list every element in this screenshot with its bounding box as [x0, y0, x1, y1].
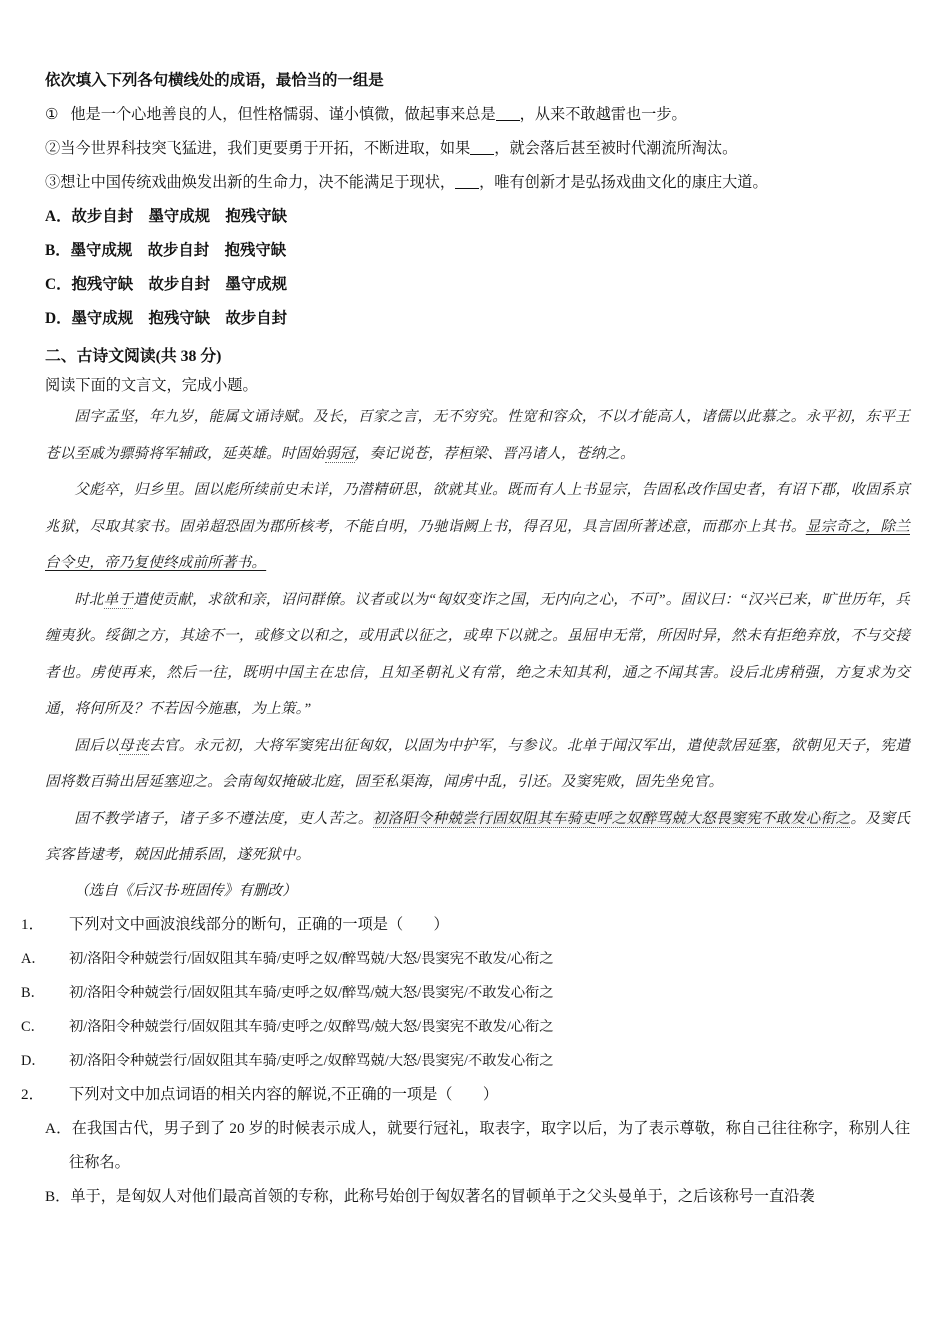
passage-seg: ，奏记说苍，荐桓梁、晋冯诸人，苍纳之。	[354, 445, 635, 462]
idiom-option-a[interactable]	[45, 200, 910, 234]
dotted-term-musang: 母丧	[118, 737, 149, 754]
idiom-stem-3	[45, 166, 910, 200]
question-2-option-b[interactable]	[45, 1180, 910, 1214]
passage-paragraph-5	[45, 801, 910, 874]
classical-passage	[45, 399, 910, 908]
passage-seg: 遣使贡献，求欲和亲，诏问群僚。议者或以为“匈奴变诈之国，无内向之心，不可”。固议曰：“汉兴已来，旷世历年，兵缠夷狄。绥御之方，其途不一，或修文以和之，或用武以征之，或卑下以就之。虽屈申无常，所因时异，然未有拒绝弃放，不与交接者也。虏使再来，然后一往，既明中国主在忠信，且知圣朝礼义有常，绝之未知其利，通之不闻其害。设后北虏稍强，方复求为交通，将何所及？不若因今施惠，为上策。”	[45, 591, 910, 717]
option-label-c: C．	[45, 276, 72, 293]
q1-option-label-d: D．	[21, 1052, 46, 1069]
option-label-d: D．	[45, 310, 72, 327]
q1-option-label-c: C．	[21, 1018, 45, 1035]
question-1-stem	[21, 908, 910, 942]
answer-blank-2	[470, 154, 494, 155]
stem-marker-1: ①	[45, 106, 59, 123]
passage-paragraph-3	[45, 582, 910, 728]
stem-text-3-before: 想让中国传统戏曲焕发出新的生命力，决不能满足于现状，	[60, 174, 456, 191]
q1-option-text-a: 初/洛阳令种兢尝行/固奴阻其车骑/吏呼之奴/醉骂兢/大怒/畏窦宪不敢发/心衔之	[69, 950, 554, 967]
passage-seg: 时北	[74, 591, 104, 608]
stem-text-2-before: 当今世界科技突飞猛进，我们更要勇于开拓，不断进取，如果	[60, 140, 471, 157]
stem-text-3-after: ，唯有创新才是弘扬戏曲文化的康庄大道。	[479, 174, 768, 191]
dotted-term-ruoguan: 弱冠	[325, 445, 355, 462]
section-two-instruction: 阅读下面的文言文，完成小题。	[45, 377, 258, 394]
option-label-a: A．	[45, 208, 72, 225]
idiom-option-c[interactable]	[45, 268, 910, 302]
q2-option-label-a: A．	[45, 1119, 72, 1137]
wavy-underlined-sentence: 初洛阳令种兢尝行固奴阻其车骑吏呼之奴醉骂兢大怒畏窦宪不敢发心衔之	[372, 810, 851, 827]
idiom-option-b[interactable]	[45, 234, 910, 268]
dotted-term-chanyu: 单于	[103, 591, 134, 608]
question-2-stem	[21, 1078, 910, 1112]
q1-option-label-b: B．	[21, 984, 45, 1001]
question-2-option-a[interactable]	[45, 1112, 910, 1180]
question-1-option-b[interactable]	[21, 976, 910, 1010]
q2-option-label-b: B．	[45, 1187, 71, 1205]
stem-marker-3: ③	[45, 174, 61, 191]
option-text-c: 抱残守缺 故步自封 墨守成规	[71, 276, 287, 293]
answer-blank-3	[455, 188, 479, 189]
question-1-text: 下列对文中画波浪线部分的断句，正确的一项是（ ）	[69, 915, 449, 933]
passage-paragraph-4	[45, 728, 910, 801]
q1-option-text-d: 初/洛阳令种兢尝行/固奴阻其车骑/吏呼之/奴醉骂兢/大怒/畏窦宪/不敢发心衔之	[69, 1052, 554, 1069]
q1-option-text-c: 初/洛阳令种兢尝行/固奴阻其车骑/吏呼之/奴醉骂/兢大怒/畏窦宪不敢发/心衔之	[69, 1018, 554, 1035]
section-two-heading: 二、古诗文阅读(共 38 分)	[45, 348, 222, 365]
underlined-translation-sentence: 显宗奇之，除兰台令史，帝乃复使终成前所著书。	[45, 518, 910, 571]
idiom-stem-2	[45, 132, 910, 166]
stem-text-1-after: ，从来不敢越雷也一步。	[519, 106, 687, 123]
question-1-option-a[interactable]	[21, 942, 910, 976]
question-1-option-c[interactable]	[21, 1010, 910, 1044]
passage-seg: 。及窦氏宾客皆逮考，兢因此捕系固，遂死狱中。	[45, 810, 910, 863]
question-1-number: 1．	[21, 915, 44, 933]
passage-paragraph-2	[45, 472, 910, 582]
question-1-option-d[interactable]	[21, 1044, 910, 1078]
passage-seg: 固字孟坚，年九岁，能属文诵诗赋。及长，百家之言，无不穷究。性宽和容众，不以才能高人，诸儒以此慕之。永平初，东平王苍以至戚为骠骑将军辅政，延英雄。时固始	[45, 409, 910, 462]
passage-seg: 父彪卒，归乡里。固以彪所续前史未详，乃潜精研思，欲就其业。既而有人上书显宗，告固私改作国史者，有诏下郡，收固系京兆狱，尽取其家书。固弟超恐固为郡所核考，不能自明，乃驰诣阙上书，得召见，具言固所著述意，而郡亦上其书。	[45, 482, 910, 535]
q2-option-text-b: 单于，是匈奴人对他们最高首领的专称，此称号始创于匈奴著名的冒顿单于之父头曼单于，之后该称号一直沿袭	[70, 1187, 815, 1205]
idiom-prompt: 依次填入下列各句横线处的成语，最恰当的一组是	[45, 72, 384, 89]
option-text-b: 墨守成规 故步自封 抱残守缺	[70, 242, 287, 259]
q1-option-label-a: A．	[21, 950, 46, 967]
idiom-stem-1	[45, 98, 910, 132]
q2-option-text-a: 在我国古代，男子到了 20 岁的时候表示成人，就要行冠礼，取表字，取字以后，为了表示尊敬，称自己往往称字，称别人往往称名。	[69, 1119, 911, 1171]
stem-text-2-after: ，就会落后甚至被时代潮流所淘汰。	[494, 140, 738, 157]
passage-source-attribution: （选自《后汉书·班固传》有删改）	[74, 882, 297, 899]
question-2-text: 下列对文中加点词语的相关内容的解说,不正确的一项是（ ）	[69, 1085, 499, 1103]
option-label-b: B．	[45, 242, 71, 259]
option-text-a: 故步自封 墨守成规 抱残守缺	[71, 208, 287, 225]
passage-seg: 去官。永元初，大将军窦宪出征匈奴，以固为中护军，与参议。北单于闻汉军出，遣使款居延塞，欲朝见天子，宪遣固将数百骑出居延塞迎之。会南匈奴掩破北庭，固至私渠海，闻虏中乱，引还。及窦宪败，固先坐免官。	[45, 737, 910, 790]
idiom-option-d[interactable]	[45, 302, 910, 336]
q1-option-text-b: 初/洛阳令种兢尝行/固奴阻其车骑/吏呼之奴/醉骂/兢大怒/畏窦宪/不敢发心衔之	[69, 984, 554, 1001]
stem-marker-2: ②	[45, 140, 61, 157]
stem-text-1-before: 他是一个心地善良的人，但性格懦弱、谨小慎微，做起事来总是	[70, 106, 496, 123]
passage-paragraph-1	[45, 399, 910, 472]
option-text-d: 墨守成规 抱残守缺 故步自封	[71, 310, 287, 327]
passage-seg: 固后以	[74, 737, 119, 754]
answer-blank-1	[496, 120, 520, 121]
question-2-number: 2．	[21, 1085, 44, 1103]
passage-seg: 固不教学诸子，诸子多不遵法度，吏人苦之。	[74, 810, 373, 827]
